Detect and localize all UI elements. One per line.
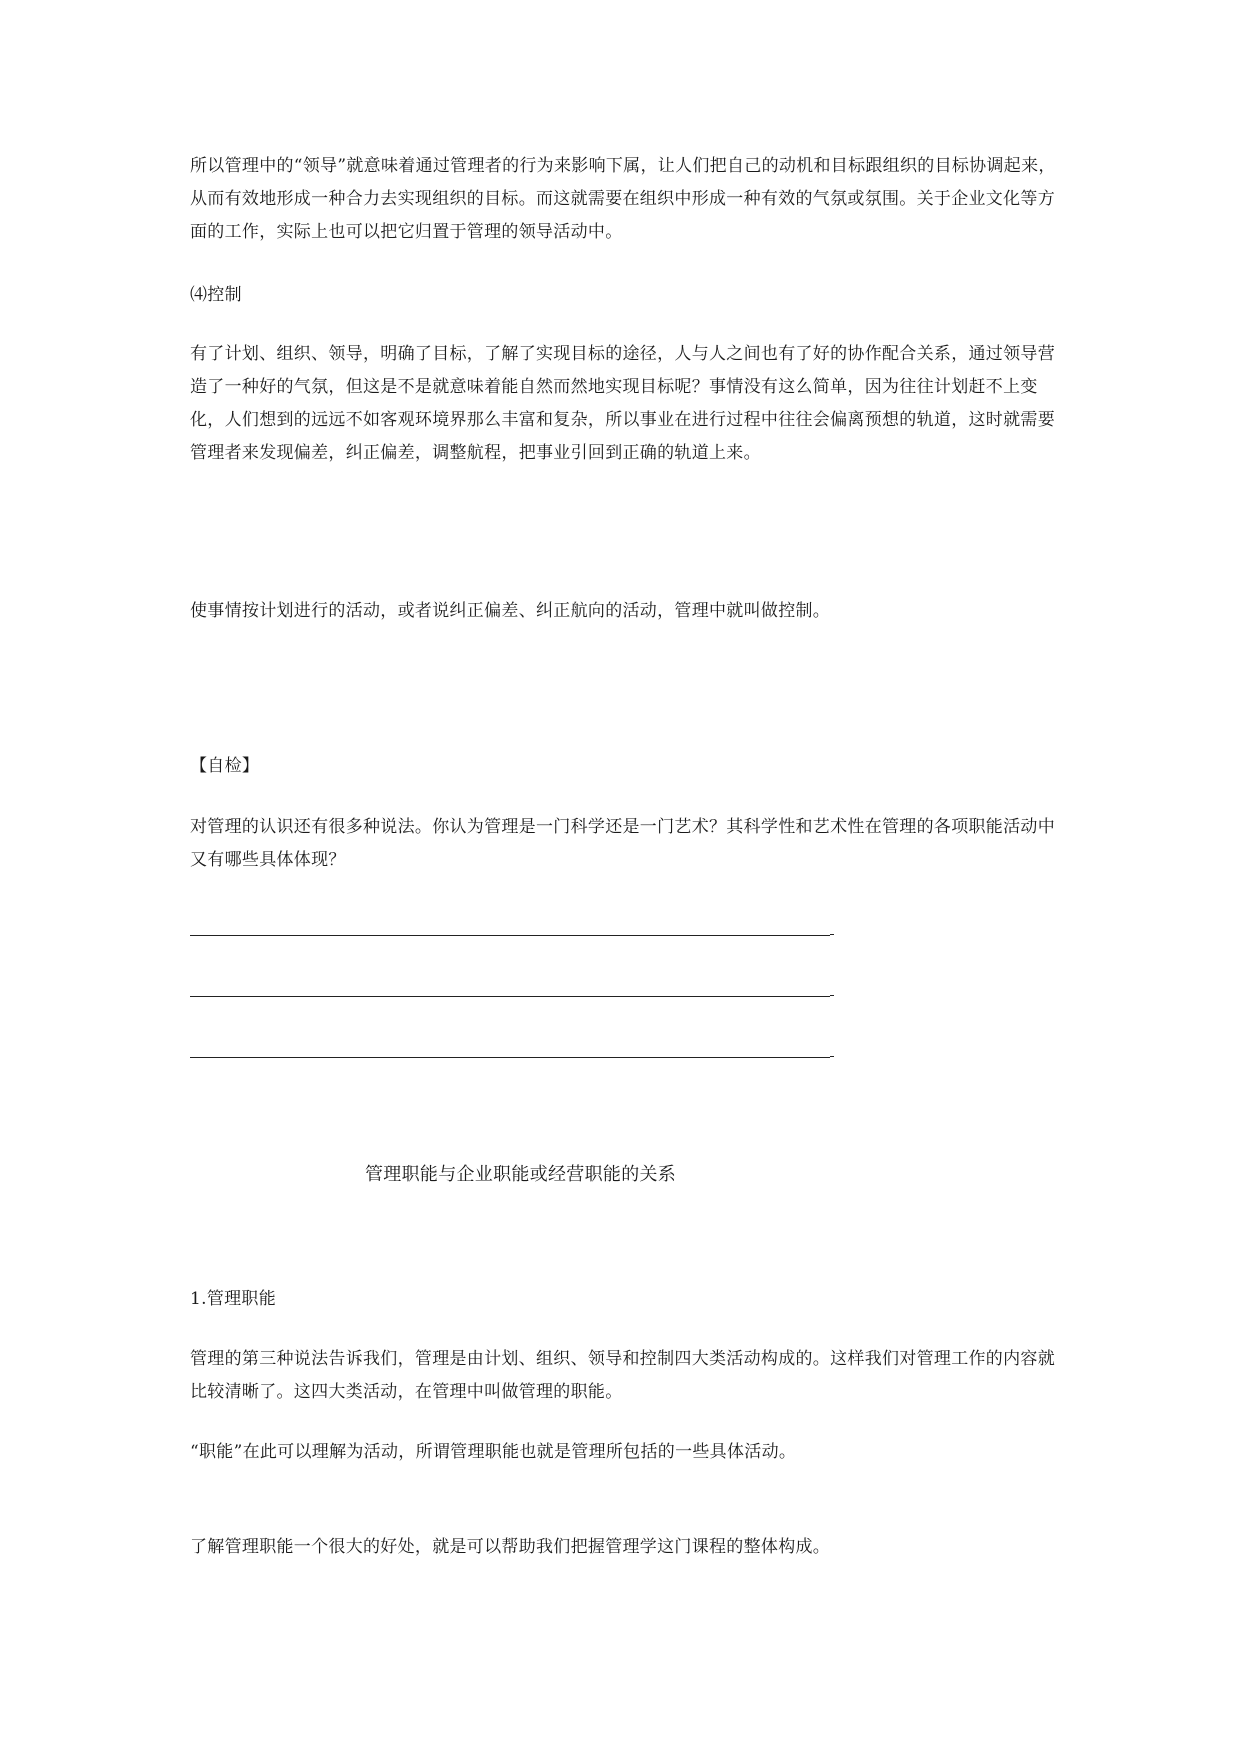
section-title: 管理职能与企业职能或经营职能的关系	[365, 1164, 677, 1185]
answer-line-2[interactable]	[190, 996, 830, 997]
function-paragraph: 管理的第三种说法告诉我们，管理是由计划、组织、领导和控制四大类活动构成的。这样我们对管理工作的内容就比较清晰了。这四大类活动，在管理中叫做管理的职能。	[190, 1349, 1055, 1402]
function-heading: 1.管理职能	[190, 1289, 277, 1309]
control-heading: ⑷控制	[190, 285, 242, 305]
control-paragraph: 有了计划、组织、领导，明确了目标，了解了实现目标的途径，人与人之间也有了好的协作配合关系，通过领导营造了一种好的气氛，但这是不是就意味着能自然而然地实现目标呢？事情没有这么简单，因为往往计划赶不上变化，人们想到的远远不如客观环境界那么丰富和复杂，所以事业在进行过程中往往会偏离预想的轨道，这时就需要管理者来发现偏差，纠正偏差，调整航程，把事业引回到正确的轨道上来。	[190, 344, 1055, 463]
function-meaning-paragraph: “职能”在此可以理解为活动，所谓管理职能也就是管理所包括的一些具体活动。	[190, 1442, 797, 1462]
answer-line-1[interactable]	[190, 935, 830, 936]
leadership-paragraph: 所以管理中的“领导”就意味着通过管理者的行为来影响下属，让人们把自己的动机和目标跟组织的目标协调起来，从而有效地形成一种合力去实现组织的目标。而这就需要在组织中形成一种有效的气氛或氛围。关于企业文化等方面的工作，实际上也可以把它归置于管理的领导活动中。	[190, 156, 1056, 242]
self-check-heading: 【自检】	[190, 756, 260, 776]
self-check-question: 对管理的认识还有很多种说法。你认为管理是一门科学还是一门艺术？其科学性和艺术性在管理的各项职能活动中又有哪些具体体现？	[190, 817, 1055, 870]
answer-line-3[interactable]	[190, 1057, 830, 1058]
control-definition-paragraph: 使事情按计划进行的活动，或者说纠正偏差、纠正航向的活动，管理中就叫做控制。	[190, 601, 831, 621]
function-benefit-paragraph: 了解管理职能一个很大的好处，就是可以帮助我们把握管理学这门课程的整体构成。	[190, 1537, 831, 1557]
